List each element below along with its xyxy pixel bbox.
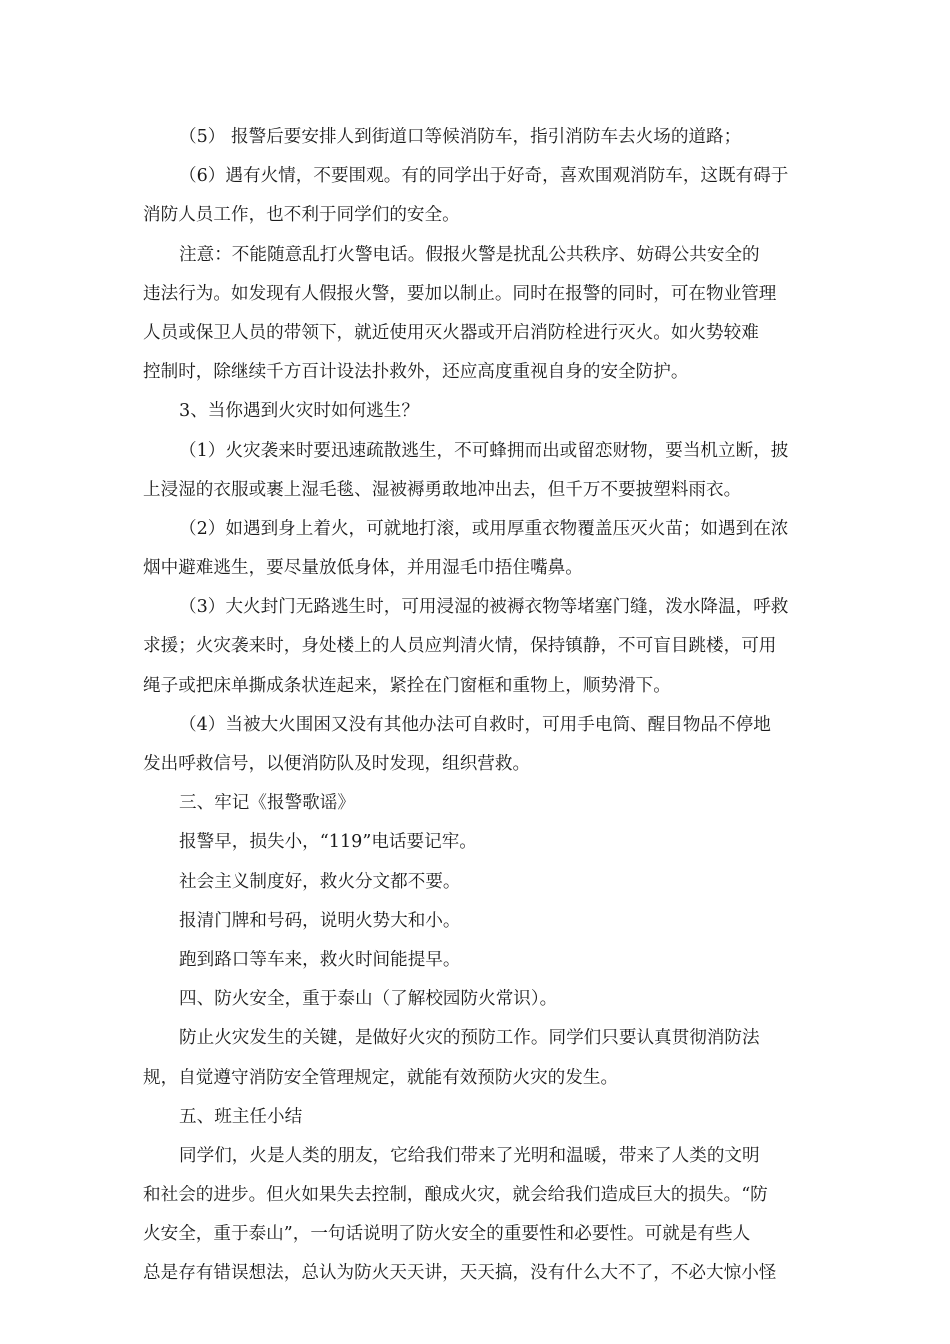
text-line: 3、当你遇到火灾时如何逃生？	[179, 401, 419, 422]
text-line: 四、防火安全，重于泰山（了解校园防火常识）。	[179, 989, 558, 1010]
text-line: 三、牢记《报警歌谣》	[179, 793, 355, 814]
text-line: （6）遇有火情，不要围观。有的同学出于好奇，喜欢围观消防车，这既有碍于	[179, 166, 789, 187]
text-line: （1）火灾袭来时要迅速疏散逃生，不可蜂拥而出或留恋财物，要当机立断，披	[179, 440, 789, 461]
text-line: 求援；火灾袭来时，身处楼上的人员应判清火情，保持镇静，不可盲目跳楼，可用	[143, 636, 777, 657]
text-line: （3）大火封门无路逃生时，可用浸湿的被褥衣物等堵塞门缝，泼水降温，呼救	[179, 597, 789, 618]
text-line: 同学们，火是人类的朋友，它给我们带来了光明和温暖，带来了人类的文明	[179, 1145, 760, 1166]
text-line: 烟中避难逃生，要尽量放低身体，并用湿毛巾捂住嘴鼻。	[143, 558, 583, 579]
text-line: 火安全，重于泰山”，一句话说明了防火安全的重要性和必要性。可就是有些人	[143, 1224, 751, 1245]
text-line: 人员或保卫人员的带领下，就近使用灭火器或开启消防栓进行灭火。如火势较难	[143, 322, 759, 343]
text-line: 违法行为。如发现有人假报火警，要加以制止。同时在报警的同时，可在物业管理	[143, 283, 777, 304]
text-line: （2）如遇到身上着火，可就地打滚，或用厚重衣物覆盖压灭火苗；如遇到在浓	[179, 518, 789, 539]
text-line: 注意：不能随意乱打火警电话。假报火警是扰乱公共秩序、妨碍公共安全的	[179, 244, 760, 265]
text-line: 跑到路口等车来，救火时间能提早。	[179, 949, 461, 970]
text-line: 发出呼救信号，以便消防队及时发现，组织营救。	[143, 754, 531, 774]
text-line: 消防人员工作，也不利于同学们的安全。	[143, 205, 460, 226]
text-line: 防止火灾发生的关键，是做好火灾的预防工作。同学们只要认真贯彻消防法	[179, 1028, 760, 1049]
text-line: 绳子或把床单撕成条状连起来，紧拴在门窗框和重物上，顺势滑下。	[143, 675, 671, 696]
text-line: （5） 报警后要安排人到街道口等候消防车，指引消防车去火场的道路；	[179, 127, 742, 147]
text-line: 报清门牌和号码，说明火势大和小。	[179, 910, 461, 931]
text-line: 和社会的进步。但火如果失去控制，酿成火灾，就会给我们造成巨大的损失。“防	[143, 1185, 768, 1206]
text-line: 控制时，除继续千方百计设法扑救外，还应高度重视自身的安全防护。	[143, 362, 689, 383]
text-line: 报警早，损失小，“119”电话要记牢。	[179, 832, 477, 853]
body-text	[143, 118, 809, 1294]
text-line: （4）当被大火围困又没有其他办法可自救时，可用手电筒、醒目物品不停地	[179, 714, 771, 735]
text-line: 规，自觉遵守消防安全管理规定，就能有效预防火灾的发生。	[143, 1067, 619, 1088]
text-line: 上浸湿的衣服或裹上湿毛毯、湿被褥勇敢地冲出去，但千万不要披塑料雨衣。	[143, 479, 742, 500]
text-line: 社会主义制度好，救火分文都不要。	[179, 871, 461, 892]
text-line: 五、班主任小结	[179, 1106, 303, 1127]
text-line: 总是存有错误想法，总认为防火天天讲，天天搞，没有什么大不了，不必大惊小怪	[143, 1263, 777, 1284]
